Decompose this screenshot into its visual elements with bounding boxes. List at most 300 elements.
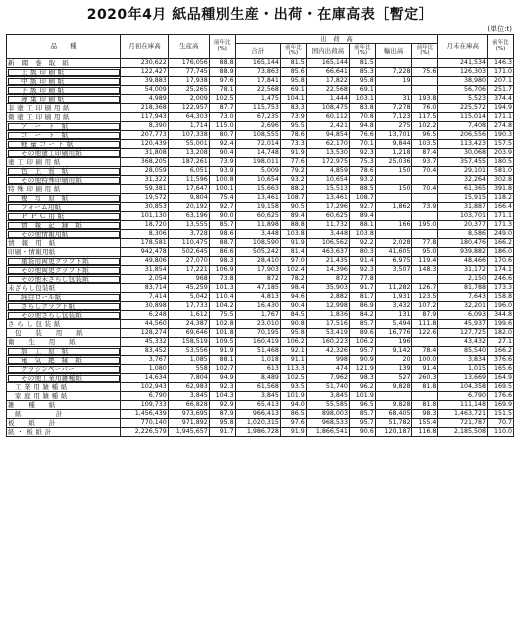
row-cell: 64,303	[168, 113, 209, 122]
row-cell: 721,787	[438, 419, 488, 428]
table-row	[7, 347, 514, 356]
row-cell: 96.5	[349, 401, 375, 410]
row-cell: 169.9	[488, 401, 514, 410]
row-cell: 88.8	[280, 221, 306, 230]
row-cell: 6,790	[438, 392, 488, 401]
row-cell: 139	[375, 365, 412, 374]
row-cell: 90.4	[280, 302, 306, 311]
row-cell: 70.4	[412, 185, 438, 194]
row-cell: 18,720	[121, 221, 168, 230]
row-cell: 104,358	[438, 383, 488, 392]
row-cell: 51,782	[375, 419, 412, 428]
row-cell: 81.8	[412, 383, 438, 392]
row-cell: 16,430	[235, 302, 280, 311]
row-cell: 968	[168, 275, 209, 284]
row-cell: 898,003	[306, 410, 349, 419]
row-label: 純白ロール紙	[7, 293, 121, 302]
col-start-stock: 月初在庫高	[121, 35, 168, 59]
row-cell: 171.1	[488, 212, 514, 221]
row-cell: 1,862	[375, 203, 412, 212]
row-cell: 1,456,439	[121, 410, 168, 419]
row-cell: 90.5	[280, 203, 306, 212]
row-cell: 25,036	[375, 158, 412, 167]
row-cell: 357,455	[438, 158, 488, 167]
row-cell	[375, 275, 412, 284]
col-prod-ratio: 前年比(%)	[209, 35, 235, 59]
row-cell: 246.6	[488, 275, 514, 284]
row-cell: 1,444	[306, 95, 349, 104]
row-cell: 49,806	[121, 257, 168, 266]
row-cell: 344.8	[488, 311, 514, 320]
row-cell: 230,622	[121, 59, 168, 68]
row-cell: 102.5	[280, 374, 306, 383]
row-cell: 20	[375, 356, 412, 365]
row-cell: 155.4	[412, 419, 438, 428]
row-cell: 157.5	[488, 140, 514, 149]
row-cell: 91.9	[280, 239, 306, 248]
row-cell: 190.3	[488, 131, 514, 140]
row-cell: 31,887	[438, 203, 488, 212]
row-cell: 27.1	[488, 338, 514, 347]
row-cell: 107.2	[412, 302, 438, 311]
row-cell: 25,265	[168, 86, 209, 95]
row-cell: 23,010	[235, 320, 280, 329]
row-cell: 91.4	[412, 365, 438, 374]
row-label: 中 級 印 刷 紙	[7, 77, 121, 86]
row-cell: 11,596	[168, 176, 209, 185]
row-cell: 160,419	[235, 338, 280, 347]
row-cell: 22,568	[235, 86, 280, 95]
row-cell: 8,306	[121, 230, 168, 239]
row-cell: 92.3	[349, 149, 375, 158]
row-cell: 93.2	[280, 176, 306, 185]
row-cell: 75.4	[209, 194, 235, 203]
row-cell: 302.8	[488, 176, 514, 185]
row-cell: 81,788	[438, 284, 488, 293]
row-cell: 117,943	[121, 113, 168, 122]
row-cell	[375, 59, 412, 68]
row-cell: 20,377	[438, 221, 488, 230]
row-label: 家 庭 用 雑 種 紙	[7, 392, 121, 401]
table-row	[7, 113, 514, 122]
row-label: 微 塗 工 印 刷 用 紙	[7, 113, 121, 122]
row-cell: 62,170	[306, 140, 349, 149]
row-cell: 7,228	[375, 68, 412, 77]
row-cell: 176.6	[488, 392, 514, 401]
row-label: 工 業 用 雑 種 紙	[7, 383, 121, 392]
table-row	[7, 338, 514, 347]
row-cell: 42,326	[306, 347, 349, 356]
row-label: その他工業用雑種紙	[7, 374, 121, 383]
row-cell: 35,903	[306, 284, 349, 293]
row-label: グラシンペーパー	[7, 365, 121, 374]
row-cell: 171.0	[488, 68, 514, 77]
row-cell: 92.7	[349, 203, 375, 212]
row-cell: 89.6	[349, 329, 375, 338]
row-cell: 38,980	[438, 77, 488, 86]
row-cell: 85.7	[349, 320, 375, 329]
row-cell: 45,259	[168, 284, 209, 293]
row-cell: 115,014	[438, 113, 488, 122]
row-cell: 225,572	[438, 104, 488, 113]
row-cell	[412, 230, 438, 239]
row-cell: 109.5	[209, 338, 235, 347]
row-cell: 66,828	[168, 401, 209, 410]
row-cell: 91.7	[209, 428, 235, 437]
row-cell: 20,192	[168, 203, 209, 212]
row-cell: 54,009	[121, 86, 168, 95]
row-cell: 1,612	[168, 311, 209, 320]
row-cell: 13,701	[375, 131, 412, 140]
row-cell: 102.4	[280, 266, 306, 275]
row-cell: 98.4	[280, 284, 306, 293]
row-cell: 198,011	[235, 158, 280, 167]
row-cell: 95.7	[349, 419, 375, 428]
table-row	[7, 194, 514, 203]
row-label: その他情報用紙	[7, 230, 121, 239]
row-cell: 1,475	[235, 95, 280, 104]
table-row	[7, 410, 514, 419]
col-dom-ratio: 前年比(%)	[349, 44, 375, 59]
row-label: コ ー ト 紙	[7, 131, 121, 140]
row-label: 重袋用両更クラフト紙	[7, 257, 121, 266]
row-cell: 47,185	[235, 284, 280, 293]
row-cell: 43,432	[438, 338, 488, 347]
row-cell: 111.8	[412, 320, 438, 329]
row-cell: 106.2	[280, 338, 306, 347]
row-cell: 111,148	[438, 401, 488, 410]
row-cell: 73,863	[235, 68, 280, 77]
row-cell: 94.0	[280, 401, 306, 410]
row-cell: 1,085	[168, 356, 209, 365]
row-cell: 193.8	[412, 95, 438, 104]
row-cell: 96.2	[349, 383, 375, 392]
row-cell: 160,223	[306, 338, 349, 347]
row-cell: 3,767	[121, 356, 168, 365]
row-cell: 29,101	[438, 167, 488, 176]
row-cell: 2,185,508	[438, 428, 488, 437]
row-cell: 66,641	[306, 68, 349, 77]
row-cell: 158,519	[168, 338, 209, 347]
row-cell	[412, 77, 438, 86]
row-cell: 9,828	[375, 383, 412, 392]
row-cell: 90.9	[349, 356, 375, 365]
row-cell: 17,938	[168, 77, 209, 86]
row-cell: 17,647	[168, 185, 209, 194]
row-cell: 275	[375, 122, 412, 131]
row-cell: 89.4	[280, 212, 306, 221]
row-cell: 88.1	[349, 221, 375, 230]
row-cell: 89.4	[349, 212, 375, 221]
table-row	[7, 185, 514, 194]
row-cell: 78.4	[412, 347, 438, 356]
row-cell: 56,706	[438, 86, 488, 95]
row-cell: 249.0	[488, 230, 514, 239]
row-label: 特 殊 印 刷 用 紙	[7, 185, 121, 194]
row-cell: 196.0	[488, 302, 514, 311]
row-cell: 17,733	[168, 302, 209, 311]
row-label: その他両更クラフト紙	[7, 266, 121, 275]
table-body	[7, 59, 514, 437]
row-cell: 61,365	[438, 185, 488, 194]
row-cell: 73.9	[209, 158, 235, 167]
row-label: 軽 量 コ ー ト 紙	[7, 140, 121, 149]
row-cell: 558	[168, 365, 209, 374]
row-cell: 92.4	[209, 140, 235, 149]
row-cell: 3,448	[235, 230, 280, 239]
row-cell: 391.8	[488, 185, 514, 194]
row-cell: 27,070	[168, 257, 209, 266]
row-cell: 78.6	[280, 131, 306, 140]
row-cell: 102.8	[209, 320, 235, 329]
row-cell: 19	[375, 77, 412, 86]
row-cell: 108,555	[235, 131, 280, 140]
row-cell: 7,408	[438, 122, 488, 131]
row-cell: 51,468	[235, 347, 280, 356]
row-label: 未ざらし包装紙	[7, 284, 121, 293]
row-cell: 15,663	[235, 185, 280, 194]
row-cell: 2,150	[438, 275, 488, 284]
row-cell: 94.6	[280, 293, 306, 302]
row-cell: 2,009	[168, 95, 209, 104]
row-cell: 90.4	[209, 149, 235, 158]
table-row	[7, 68, 514, 77]
row-cell: 91.9	[209, 347, 235, 356]
row-cell: 14,748	[235, 149, 280, 158]
row-cell: 92.1	[280, 347, 306, 356]
row-cell: 91.1	[280, 356, 306, 365]
row-cell: 69,646	[168, 329, 209, 338]
row-label: 電 気 絶 縁 紙	[7, 356, 121, 365]
row-cell: 75.5	[209, 311, 235, 320]
row-cell: 113,423	[438, 140, 488, 149]
row-cell: 203.9	[488, 149, 514, 158]
row-cell: 55,001	[168, 140, 209, 149]
row-cell: 100.0	[412, 356, 438, 365]
row-cell: 97.0	[280, 257, 306, 266]
row-cell: 78.6	[349, 167, 375, 176]
row-cell: 45,937	[438, 320, 488, 329]
row-cell: 110,475	[168, 239, 209, 248]
row-cell: 108.7	[280, 194, 306, 203]
row-cell: 2,054	[121, 275, 168, 284]
table-row	[7, 311, 514, 320]
row-cell: 6,051	[168, 167, 209, 176]
table-row	[7, 248, 514, 257]
row-cell: 80.3	[349, 248, 375, 257]
row-cell: 195.0	[412, 221, 438, 230]
row-cell: 104.2	[209, 302, 235, 311]
row-cell: 53,556	[168, 347, 209, 356]
row-cell: 92.7	[209, 203, 235, 212]
row-cell: 13,669	[438, 374, 488, 383]
row-cell: 3,728	[168, 230, 209, 239]
row-cell: 206,556	[438, 131, 488, 140]
row-cell: 1,986,728	[235, 428, 280, 437]
row-cell	[375, 194, 412, 203]
row-cell: 164.9	[488, 374, 514, 383]
row-cell: 61,568	[235, 383, 280, 392]
row-cell: 171.1	[488, 113, 514, 122]
row-label: さらしクラフト紙	[7, 302, 121, 311]
row-cell: 90.0	[209, 212, 235, 221]
row-cell: 251.7	[488, 86, 514, 95]
row-cell: 150	[375, 185, 412, 194]
row-cell: 966,413	[235, 410, 280, 419]
row-cell: 69.1	[349, 86, 375, 95]
row-cell: 19,158	[235, 203, 280, 212]
row-cell: 44,560	[121, 320, 168, 329]
row-cell: 88.7	[209, 239, 235, 248]
table-row	[7, 230, 514, 239]
row-cell: 13,461	[235, 194, 280, 203]
row-cell: 95.7	[349, 347, 375, 356]
row-label: 雑 種 紙	[7, 401, 121, 410]
row-cell: 527	[375, 374, 412, 383]
col-shipment-group: 出 荷 高	[235, 35, 438, 44]
row-cell: 88.1	[209, 356, 235, 365]
row-cell: 95.5	[280, 122, 306, 131]
row-cell: 6,975	[375, 257, 412, 266]
row-cell: 98.6	[209, 230, 235, 239]
row-cell: 108.7	[349, 194, 375, 203]
row-cell: 368,205	[121, 158, 168, 167]
row-cell: 131	[375, 311, 412, 320]
row-cell: 109,733	[121, 401, 168, 410]
row-cell: 122.6	[412, 329, 438, 338]
row-cell: 68,405	[375, 410, 412, 419]
row-label: 包 装 用 紙	[7, 329, 121, 338]
row-label: 加 工 原 紙	[7, 347, 121, 356]
row-cell: 1,931	[375, 293, 412, 302]
row-cell: 106.2	[349, 338, 375, 347]
row-cell: 102.5	[209, 95, 235, 104]
row-cell: 77.8	[349, 275, 375, 284]
row-cell: 1,015	[438, 365, 488, 374]
row-cell: 95.8	[280, 77, 306, 86]
row-label: 印刷・情報用紙	[7, 248, 121, 257]
row-cell: 102.7	[209, 365, 235, 374]
row-label: 衛 生 用 紙	[7, 338, 121, 347]
row-cell: 7,962	[306, 374, 349, 383]
row-cell: 8,390	[121, 122, 168, 131]
row-cell: 207.1	[488, 77, 514, 86]
row-label: 紙 計	[7, 410, 121, 419]
row-cell: 7,278	[375, 104, 412, 113]
row-cell: 102.2	[412, 122, 438, 131]
row-cell: 65,413	[235, 401, 280, 410]
table-row	[7, 140, 514, 149]
row-label: 上 級 印 刷 紙	[7, 68, 121, 77]
row-cell: 9,142	[375, 347, 412, 356]
row-cell: 103.1	[349, 95, 375, 104]
table-row	[7, 167, 514, 176]
row-cell: 5,009	[235, 167, 280, 176]
row-cell: 86.5	[280, 410, 306, 419]
row-cell: 45,332	[121, 338, 168, 347]
row-cell: 165.6	[488, 365, 514, 374]
row-cell: 110.0	[488, 428, 514, 437]
table-row	[7, 356, 514, 365]
row-cell: 241,534	[438, 59, 488, 68]
row-cell: 199.6	[488, 320, 514, 329]
col-exp-ratio: 前年比(%)	[412, 44, 438, 59]
table-row	[7, 401, 514, 410]
table-row	[7, 95, 514, 104]
row-cell: 81.7	[349, 293, 375, 302]
table-row	[7, 257, 514, 266]
row-cell: 31	[375, 95, 412, 104]
row-cell: 3,845	[235, 392, 280, 401]
table-row	[7, 203, 514, 212]
row-cell: 102,943	[121, 383, 168, 392]
row-cell: 95.8	[349, 77, 375, 86]
table-row	[7, 176, 514, 185]
row-cell: 88.5	[349, 185, 375, 194]
row-cell: 79.2	[280, 167, 306, 176]
row-cell: 84.5	[280, 311, 306, 320]
row-cell: 770,140	[121, 419, 168, 428]
row-cell: 88.9	[209, 68, 235, 77]
row-cell: 7,123	[375, 113, 412, 122]
row-label: 薄 葉 印 刷 紙	[7, 95, 121, 104]
row-cell: 104.1	[280, 95, 306, 104]
row-cell: 165,144	[306, 59, 349, 68]
row-cell: 77.6	[280, 158, 306, 167]
row-cell: 128,274	[121, 329, 168, 338]
row-cell	[375, 176, 412, 185]
row-cell: 96.5	[412, 131, 438, 140]
row-cell: 1,018	[235, 356, 280, 365]
row-cell	[375, 86, 412, 95]
row-cell: 374.4	[488, 95, 514, 104]
table-row	[7, 302, 514, 311]
row-cell: 31,808	[121, 149, 168, 158]
row-cell: 3,432	[375, 302, 412, 311]
row-cell: 1,945,657	[168, 428, 209, 437]
row-cell: 505,242	[235, 248, 280, 257]
row-cell: 939,882	[438, 248, 488, 257]
row-cell: 70.7	[488, 419, 514, 428]
row-cell: 13,461	[306, 194, 349, 203]
table-row	[7, 122, 514, 131]
row-cell: 4,813	[235, 293, 280, 302]
table-row	[7, 104, 514, 113]
row-cell: 51,740	[306, 383, 349, 392]
row-cell	[375, 392, 412, 401]
row-cell: 86.6	[209, 248, 235, 257]
row-cell: 3,845	[168, 392, 209, 401]
row-cell: 85.7	[209, 221, 235, 230]
row-cell: 1,767	[235, 311, 280, 320]
page-title: 2020年4月 紙品種別生産・出荷・在庫高表［暫定］	[86, 7, 434, 23]
row-cell: 120,187	[375, 428, 412, 437]
table-row	[7, 374, 514, 383]
table-row	[7, 86, 514, 95]
col-end-ratio: 前年比(%)	[488, 35, 514, 59]
row-cell: 55,585	[306, 401, 349, 410]
row-label: 複 写 原 紙	[7, 194, 121, 203]
row-cell: 973,695	[168, 410, 209, 419]
row-cell: 10,654	[306, 176, 349, 185]
row-cell	[412, 86, 438, 95]
row-cell: 1,020,315	[235, 419, 280, 428]
row-cell: 166.4	[488, 203, 514, 212]
row-cell: 2,028	[375, 239, 412, 248]
row-cell: 166.2	[488, 347, 514, 356]
row-cell: 1,080	[121, 365, 168, 374]
row-cell: 463,637	[306, 248, 349, 257]
